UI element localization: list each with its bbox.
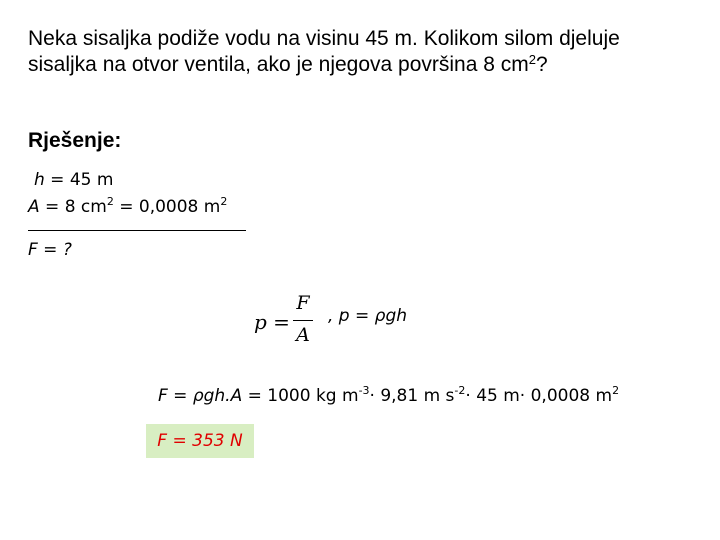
problem-statement bbox=[28, 26, 668, 78]
given-area-converted: = 0,0008 m bbox=[113, 197, 221, 217]
problem-end: ? bbox=[536, 53, 548, 76]
given-height-value: = 45 m bbox=[44, 170, 114, 190]
force-calc-part-2: · 9,81 m s bbox=[369, 386, 455, 406]
given-height bbox=[34, 170, 113, 190]
solution-heading: Rješenje: bbox=[28, 129, 122, 152]
problem-superscript: 2 bbox=[528, 52, 536, 67]
given-area-value: = 8 cm bbox=[39, 197, 107, 217]
hydrostatic-pressure-text: , p = ρgh bbox=[328, 306, 408, 326]
force-calculation-lhs: F = ρgh.A bbox=[158, 386, 243, 406]
fraction-numerator: F bbox=[296, 292, 310, 314]
fraction-denominator: A bbox=[296, 324, 310, 346]
unknown-force bbox=[28, 240, 72, 260]
pressure-formula-lhs: p = bbox=[254, 310, 290, 334]
force-calc-exponent-2: -2 bbox=[454, 384, 466, 397]
answer-box bbox=[146, 424, 254, 458]
unknown-force-text: F = ? bbox=[28, 240, 72, 260]
force-calc-part-3: · 45 m· 0,0008 m bbox=[465, 386, 613, 406]
force-calc-exponent-3: 2 bbox=[612, 384, 620, 397]
answer-text: F = 353 N bbox=[157, 431, 243, 451]
given-area bbox=[28, 197, 227, 217]
pressure-formula bbox=[254, 292, 314, 352]
problem-text: Neka sisaljka podiže vodu na visinu 45 m. Kolikom silom djeluje sisaljka na otvor ventila, ako je njegova površina 8 cm bbox=[28, 27, 620, 76]
force-calculation bbox=[158, 386, 619, 406]
given-area-exponent-1: 2 bbox=[106, 195, 114, 208]
given-divider bbox=[28, 230, 246, 231]
given-area-variable: A bbox=[28, 197, 40, 217]
given-area-exponent-2: 2 bbox=[220, 195, 228, 208]
given-height-variable: h bbox=[34, 170, 45, 190]
force-calc-exponent-1: -3 bbox=[358, 384, 370, 397]
hydrostatic-pressure-equation bbox=[328, 306, 407, 326]
force-calc-part-1: = 1000 kg m bbox=[242, 386, 359, 406]
fraction-bar bbox=[293, 320, 313, 321]
